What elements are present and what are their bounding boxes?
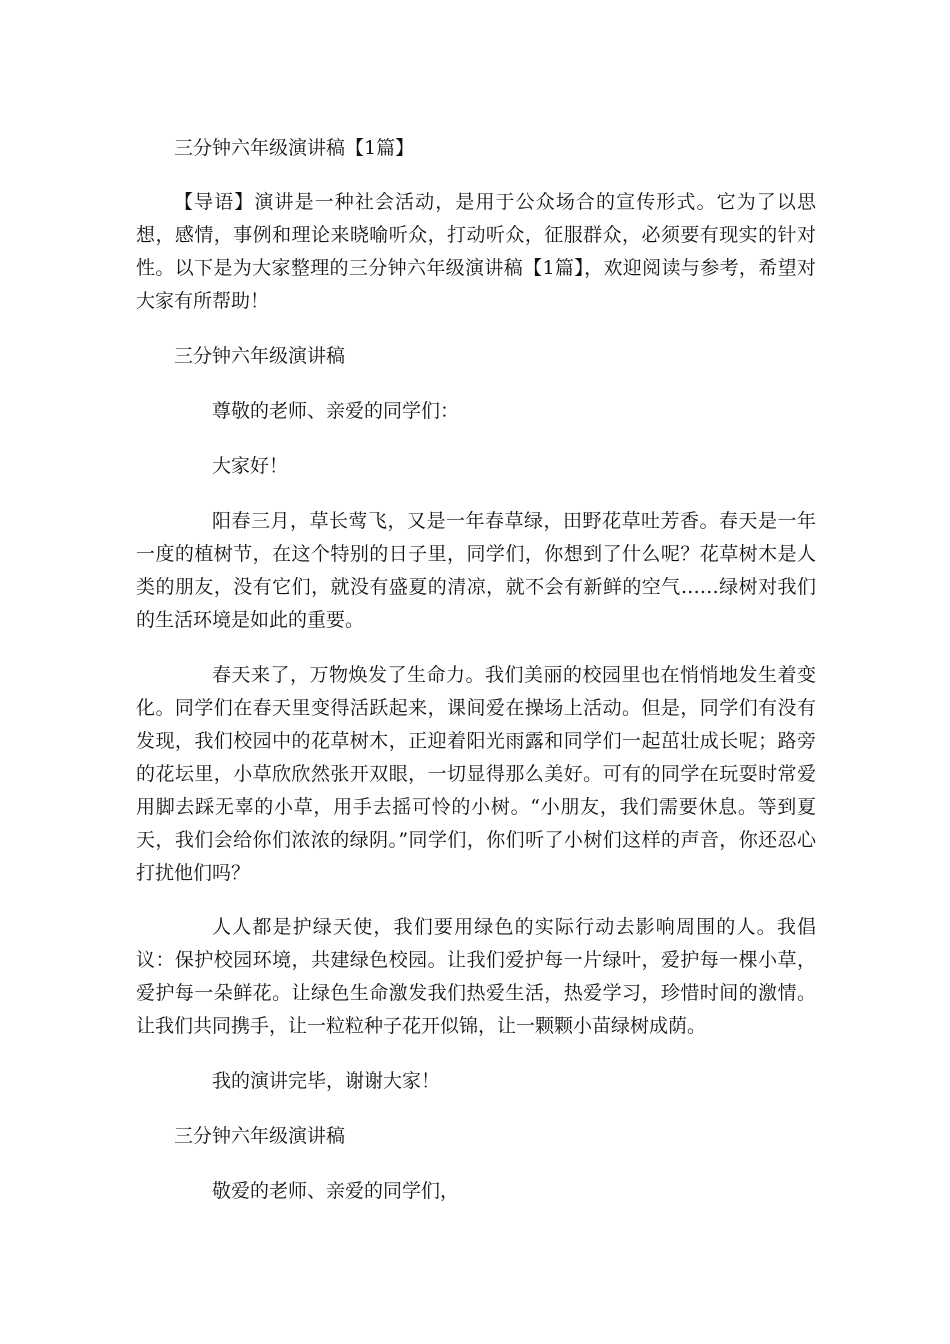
- greeting: 大家好！: [212, 455, 289, 477]
- intro-paragraph: 【导语】演讲是一种社会活动，是用于公众场合的宣传形式。它为了以思想，感情，事例和理论来晓喻听众，打动听众，征服群众，必须要有现实的针对性。以下是为大家整理的三分钟六年级演讲稿【1篇】，欢迎阅读与参考，希望对大家有所帮助！: [136, 191, 816, 312]
- section-heading-2: 三分钟六年级演讲稿: [174, 1125, 346, 1147]
- salutation-1: 尊敬的老师、亲爱的同学们：: [212, 400, 460, 422]
- speech-paragraph-1: 阳春三月，草长莺飞，又是一年春草绿，田野花草吐芳香。春天是一年一度的植树节，在这个特别的日子里，同学们，你想到了什么呢？花草树木是人类的朋友，没有它们，就没有盛夏的清凉，就不会有新鲜的空气……绿树对我们的生活环境是如此的重要。: [136, 510, 816, 631]
- document-title: 三分钟六年级演讲稿【1篇】: [174, 137, 415, 159]
- salutation-2: 敬爱的老师、亲爱的同学们，: [212, 1180, 460, 1202]
- speech-closing: 我的演讲完毕，谢谢大家！: [212, 1070, 441, 1092]
- speech-paragraph-3: 人人都是护绿天使，我们要用绿色的实际行动去影响周围的人。我倡议：保护校园环境，共建绿色校园。让我们爱护每一片绿叶，爱护每一棵小草，爱护每一朵鲜花。让绿色生命激发我们热爱生活，热爱学习，珍惜时间的激情。让我们共同携手，让一粒粒种子花开似锦，让一颗颗小苗绿树成荫。: [136, 916, 816, 1037]
- speech-paragraph-2: 春天来了，万物焕发了生命力。我们美丽的校园里也在悄悄地发生着变化。同学们在春天里变得活跃起来，课间爱在操场上活动。但是，同学们有没有发现，我们校园中的花草树木，正迎着阳光雨露和同学们一起茁壮成长呢；路旁的花坛里，小草欣欣然张开双眼，一切显得那么美好。可有的同学在玩耍时常爱用脚去踩无辜的小草，用手去摇可怜的小树。“小朋友，我们需要休息。等到夏天，我们会给你们浓浓的绿阴。”同学们，你们听了小树们这样的声音，你还忍心打扰他们吗？: [136, 664, 816, 884]
- section-heading-1: 三分钟六年级演讲稿: [174, 345, 346, 367]
